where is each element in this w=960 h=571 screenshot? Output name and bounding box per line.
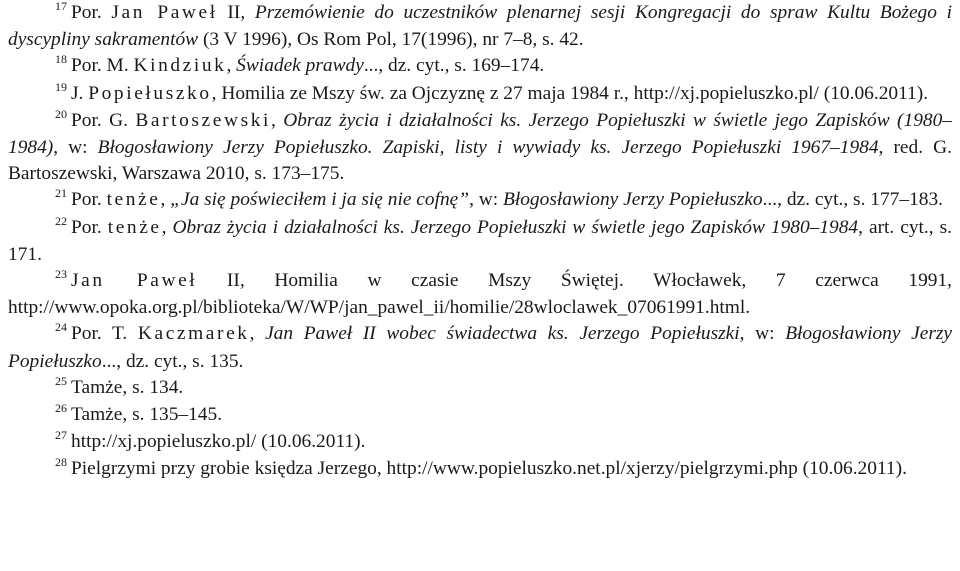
footnote — [8, 321, 952, 374]
footnote-number: 18 — [55, 52, 67, 67]
footnote — [8, 402, 952, 429]
footnote-text: , w: — [739, 323, 786, 345]
footnote-text: , w: — [469, 189, 503, 211]
footnote-text: Por. G. — [71, 109, 136, 131]
footnote-number: 24 — [55, 320, 67, 335]
footnote-text: , — [226, 55, 237, 77]
footnote-number: 25 — [55, 373, 67, 388]
footnote-text: Por. — [71, 2, 112, 23]
footnote — [8, 187, 952, 214]
footnote — [8, 53, 952, 80]
footnote-number: 27 — [55, 428, 67, 443]
footnote-author: Bartoszewski — [135, 109, 271, 131]
footnote-number: 20 — [55, 106, 67, 121]
footnote-title: Błogosławiony Jerzy Popiełuszko — [503, 189, 763, 211]
footnote — [8, 456, 952, 483]
footnote — [8, 268, 952, 321]
footnote-title: Błogosławiony Jerzy Popiełuszko — [8, 323, 953, 372]
footnote-author: tenże — [107, 216, 162, 238]
footnote-text: Por. M. — [71, 55, 134, 77]
footnote — [8, 0, 952, 53]
footnote-title: Obraz życia i działalności ks. Jerzego Popiełuszki w świetle jego Zapisków (1980–1984) — [8, 109, 952, 159]
footnote-number: 19 — [55, 79, 67, 94]
footnote-title: Świadek prawdy — [236, 55, 364, 77]
footnote-text: Por. — [71, 216, 108, 238]
footnote-text: , Homilia ze Mszy św. za Ojczyznę z 27 maja 1984 r., http://xj.popieluszko.pl/ (10.06.2011). — [211, 82, 929, 104]
footnote-text: , — [271, 109, 284, 131]
footnote-author: tenże — [106, 189, 161, 211]
footnote-text: Por. T. — [71, 323, 138, 345]
footnote-text: Tamże, s. 135–145. — [71, 404, 223, 426]
footnote-author: Kindziuk — [133, 55, 227, 77]
footnote-text: (3 V 1996), Os Rom Pol, 17(1996), nr 7–8, s. 42. — [198, 29, 584, 51]
footnote-author: Jan Paweł — [111, 2, 218, 23]
footnote — [8, 108, 952, 188]
footnote-number: 23 — [55, 267, 67, 282]
footnote-author: Kaczmarek — [137, 323, 250, 345]
footnote-text: Por. — [71, 189, 107, 211]
footnote-title: Jan Paweł II wobec świadectwa ks. Jerzego Popiełuszki — [265, 323, 740, 345]
footnote — [8, 81, 952, 108]
footnote-text: ..., dz. cyt., s. 177–183. — [762, 189, 944, 211]
footnote-text: , art. cyt., s. 171. — [8, 216, 953, 265]
footnote-text: II, — [217, 2, 255, 23]
footnote-text: , w: — [53, 137, 98, 159]
footnote-title: „Ja się poświeciłem i ja się nie cofnę” — [170, 189, 470, 211]
footnote-text: http://xj.popieluszko.pl/ (10.06.2011). — [71, 431, 366, 453]
footnote-number: 21 — [55, 186, 67, 201]
footnote-text: , — [249, 323, 266, 345]
footnote-title: Błogosławiony Jerzy Popiełuszko. Zapiski, listy i wywiady ks. Jerzego Popiełuszki 1967–1984 — [97, 137, 879, 159]
footnote-author: Jan Paweł — [71, 270, 198, 292]
footnote-text: ..., dz. cyt., s. 169–174. — [363, 55, 545, 77]
footnote — [8, 375, 952, 402]
footnote — [8, 215, 952, 268]
footnote-text: II, Homilia w czasie Mszy Świętej. Włocławek, 7 czerwca 1991, http://www.opoka.org.pl/biblioteka/W/WP/jan_pawel_ii/homilie/28wloclawek_07061991.html. — [8, 270, 953, 319]
footnote-text: ..., dz. cyt., s. 135. — [101, 350, 244, 372]
footnote-title: Przemówienie do uczestników plenarnej sesji Kongregacji do spraw Kultu Bożego i dyscypliny sakramentów — [8, 2, 953, 51]
footnote-text: Pielgrzymi przy grobie księdza Jerzego, http://www.popieluszko.net.pl/xjerzy/pielgrzymi.php (10.06.2011). — [71, 458, 907, 480]
footnote-text: , — [161, 216, 173, 238]
footnote-text: J. — [71, 82, 89, 104]
footnote-number: 22 — [55, 213, 67, 228]
footnote-number: 26 — [55, 401, 67, 416]
footnote-text: , red. G. Bartoszewski, Warszawa 2010, s. 173–175. — [8, 137, 952, 185]
footnote-number: 28 — [55, 455, 67, 470]
footnote-author: Popiełuszko — [88, 82, 212, 104]
footnote — [8, 429, 952, 456]
footnote-title: Obraz życia i działalności ks. Jerzego Popiełuszki w świetle jego Zapisków 1980–1984 — [172, 216, 859, 238]
footnote-text: Tamże, s. 134. — [71, 376, 184, 398]
footnote-list — [8, 0, 952, 484]
footnote-text: , — [160, 189, 171, 211]
footnote-number: 17 — [55, 0, 67, 13]
